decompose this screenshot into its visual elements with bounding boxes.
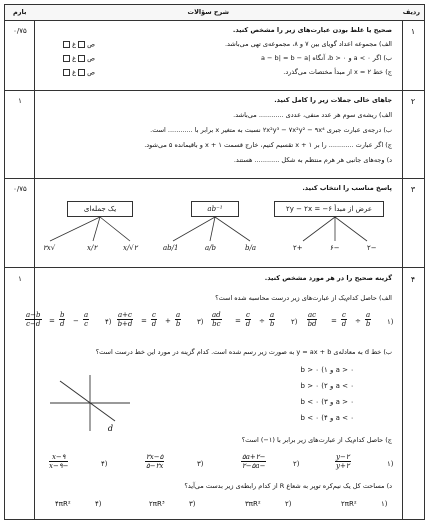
q3-opt1-2[interactable]: −۶ xyxy=(330,244,340,252)
lhs-fraction-1 xyxy=(269,311,275,328)
q4-b-opt-1[interactable]: a > ۰ و b > ۰ (۱ xyxy=(300,366,354,374)
lhs-fraction-2 xyxy=(59,311,65,328)
denominator: −x−۹ xyxy=(49,462,69,470)
numerator: ad xyxy=(212,311,221,319)
false-label: غ xyxy=(72,54,76,63)
denominator: d xyxy=(60,320,65,328)
false-label: غ xyxy=(72,40,76,49)
q1-number: ۱ xyxy=(410,27,416,36)
q4-b-opt-4[interactable]: a < ۰ و b < ۰ (۴ xyxy=(300,414,354,422)
option-number[interactable]: (۳ xyxy=(197,460,204,468)
numerator: ac xyxy=(308,311,317,319)
option-number[interactable]: (۱ xyxy=(387,318,394,326)
header-questions-label: شرح سؤالات xyxy=(187,8,229,16)
denominator: d xyxy=(151,320,157,328)
denominator: −۲−۵a xyxy=(242,462,266,470)
numerator: b xyxy=(60,311,65,319)
equals-sign: = xyxy=(49,317,55,325)
denominator: b+d xyxy=(117,320,133,328)
q3-opt3-1[interactable]: x/√۲ xyxy=(123,244,138,252)
q3-opt3-2[interactable]: ۲/x xyxy=(87,244,98,252)
q3-box-inverse: ab⁻¹ xyxy=(191,201,239,217)
q3-title: پاسخ مناسب را انتخاب کنید. xyxy=(302,184,392,192)
row-divider xyxy=(5,267,424,268)
numerator: a−b xyxy=(26,311,41,319)
option-number[interactable]: (۳ xyxy=(189,500,196,508)
numerator: a xyxy=(176,311,181,319)
q1-item-b: ب) اگر a < ۰ و b > ۰، آنگاه |a − b| = b − a xyxy=(261,54,392,62)
option-number[interactable]: (۱ xyxy=(387,460,394,468)
rhs-fraction xyxy=(25,311,42,328)
option-formula: ۲πR³ xyxy=(149,500,165,508)
operator: ÷ xyxy=(259,317,265,325)
q4-title: گزینه صحیح را در هر مورد مشخص کنید. xyxy=(264,274,392,282)
q2-item-d: د) وجه‌های جانبی هر هرم منتظم به شکل ............ هستند. xyxy=(233,156,392,164)
q4-line-graph xyxy=(45,373,135,433)
numerator: a xyxy=(270,311,275,319)
header-score-label: بارم xyxy=(13,8,27,16)
option-formula: ۲πR² xyxy=(341,500,357,508)
option-number[interactable]: (۲ xyxy=(285,500,292,508)
numerator: −۵a+۲ xyxy=(242,453,266,461)
q3-box-intercept: عرض از مبدأ ۶− = ۲y − ۲x xyxy=(274,201,384,217)
denominator: bd xyxy=(307,320,317,328)
numerator: x−۹ xyxy=(49,453,68,462)
option-formula: ۳πR² xyxy=(245,500,261,508)
numerator: ۲x−۵ xyxy=(146,453,164,461)
q4-b-opt-2[interactable]: a < ۰ و b > ۰ (۲ xyxy=(300,382,354,390)
q3-opt1-3[interactable]: +۲ xyxy=(293,244,303,252)
q2-number: ۲ xyxy=(410,97,416,106)
option-fraction xyxy=(241,453,266,470)
q4-b-opt-3[interactable]: a > ۰ و b < ۰ (۳ xyxy=(300,398,354,406)
true-label: ص xyxy=(87,54,95,63)
option-number[interactable]: (۴ xyxy=(95,500,102,508)
q3-number: ۳ xyxy=(410,185,416,194)
q2-item-c: ج) اگر عبارت ............ را بر x + ۱ تقسیم کنیم، خارج قسمت x + ۱ و باقیمانده ۵ می‌شود. xyxy=(144,141,392,149)
q3-score: ۰/۷۵ xyxy=(13,185,27,193)
q3-opt2-3[interactable]: 1/ab xyxy=(163,244,179,252)
numerator: a+c xyxy=(118,311,132,319)
denominator: b xyxy=(365,320,371,328)
option-fraction xyxy=(335,453,351,470)
q1-score: ۰/۷۵ xyxy=(13,27,27,35)
q4-a-text: الف) حاصل کدام‌یک از عبارت‌های زیر درست محاسبه شده است؟ xyxy=(215,294,392,302)
q3-opt2-1[interactable]: b/a xyxy=(245,244,257,252)
equals-sign: = xyxy=(235,317,241,325)
denominator: c xyxy=(84,320,89,328)
option-number[interactable]: (۴ xyxy=(101,460,108,468)
lhs-fraction-2 xyxy=(245,311,251,328)
numerator: a xyxy=(366,311,371,319)
option-fraction xyxy=(145,453,164,470)
q2-item-a: الف) ریشه‌ی سوم هر عدد منفی، عددی ............ می‌باشد. xyxy=(233,111,392,119)
equals-sign: = xyxy=(141,317,147,325)
line-d xyxy=(60,381,115,421)
q3-opt3-3[interactable]: √۲x xyxy=(43,244,56,252)
true-label: ص xyxy=(87,68,95,77)
q1-item-c: ج) خط x = ۲ از مبدأ مختصات می‌گذرد. xyxy=(283,68,392,76)
q2-score: ۱ xyxy=(18,97,22,105)
q3-opt1-1[interactable]: −۲ xyxy=(367,244,377,252)
option-number[interactable]: (۲ xyxy=(291,318,298,326)
q1-item-a: الف) مجموعه اعداد گویای بین ۷ و ۸، مجموعه‌ی تهی می‌باشد. xyxy=(224,40,392,48)
operator: ÷ xyxy=(355,317,361,325)
q4-d-text: د) مساحت کل یک نیم‌کره توپر به شعاع R از کدام رابطه‌ی زیر بدست می‌آید؟ xyxy=(184,482,392,490)
q3-box-monomial: یک جمله‌ای xyxy=(67,201,133,217)
numerator: c xyxy=(246,311,250,319)
q4-c-text: ج) حاصل کدام‌یک از عبارت‌های زیر برابر با (۱−) است؟ xyxy=(241,436,392,444)
denominator: c−d xyxy=(26,320,41,328)
lhs-fraction-2 xyxy=(341,311,347,328)
q4-b-text: ب) خط d به معادله‌ی y = ax + b به صورت زیر رسم شده است. کدام گزینه در مورد این خط درست است؟ xyxy=(95,348,392,356)
lhs-fraction-1 xyxy=(175,311,181,328)
line-d-label: d xyxy=(107,424,113,433)
q3-opt2-2[interactable]: a/b xyxy=(205,244,217,252)
rhs-fraction xyxy=(211,311,222,328)
denominator: d xyxy=(341,320,347,328)
exam-sheet xyxy=(4,4,425,520)
operator: + xyxy=(165,317,171,325)
numerator: a xyxy=(84,311,89,319)
q4-number: ۴ xyxy=(410,275,416,284)
numerator: c xyxy=(152,311,156,319)
header-row-label: ردیف xyxy=(402,8,420,16)
q2-title: جاهای خالی جملات زیر را کامل کنید. xyxy=(274,96,392,104)
false-label: غ xyxy=(72,68,76,77)
option-number[interactable]: (۴ xyxy=(105,318,112,326)
denominator: ۵−۲x xyxy=(146,462,164,470)
rhs-fraction xyxy=(307,311,317,328)
lhs-fraction-1 xyxy=(83,311,89,328)
denominator: y+۲ xyxy=(336,462,350,470)
denominator: b xyxy=(175,320,181,328)
lhs-fraction-1 xyxy=(365,311,371,328)
q1-title: صحیح یا غلط بودن عبارت‌های زیر را مشخص کنید. xyxy=(232,26,392,34)
option-formula: ۴πR² xyxy=(55,500,71,508)
numerator: c xyxy=(342,311,346,319)
rhs-fraction xyxy=(117,311,133,328)
equals-sign: = xyxy=(331,317,337,325)
numerator: ۲−y xyxy=(336,453,350,461)
option-fraction xyxy=(49,453,68,470)
lhs-fraction-2 xyxy=(151,311,157,328)
denominator: bc xyxy=(212,320,221,328)
denominator: d xyxy=(245,320,251,328)
q4-score: ۱ xyxy=(18,275,22,283)
option-number[interactable]: (۱ xyxy=(381,500,388,508)
option-number[interactable]: (۳ xyxy=(197,318,204,326)
option-number[interactable]: (۲ xyxy=(293,460,300,468)
true-label: ص xyxy=(87,40,95,49)
operator: − xyxy=(73,317,79,325)
q2-item-b: ب) درجه‌ی عبارت جبری ۲x²y³ − ۷x²y² − ۹x⁴ نسبت به متغیر x برابر با ............ است. xyxy=(150,126,392,134)
denominator: b xyxy=(269,320,275,328)
